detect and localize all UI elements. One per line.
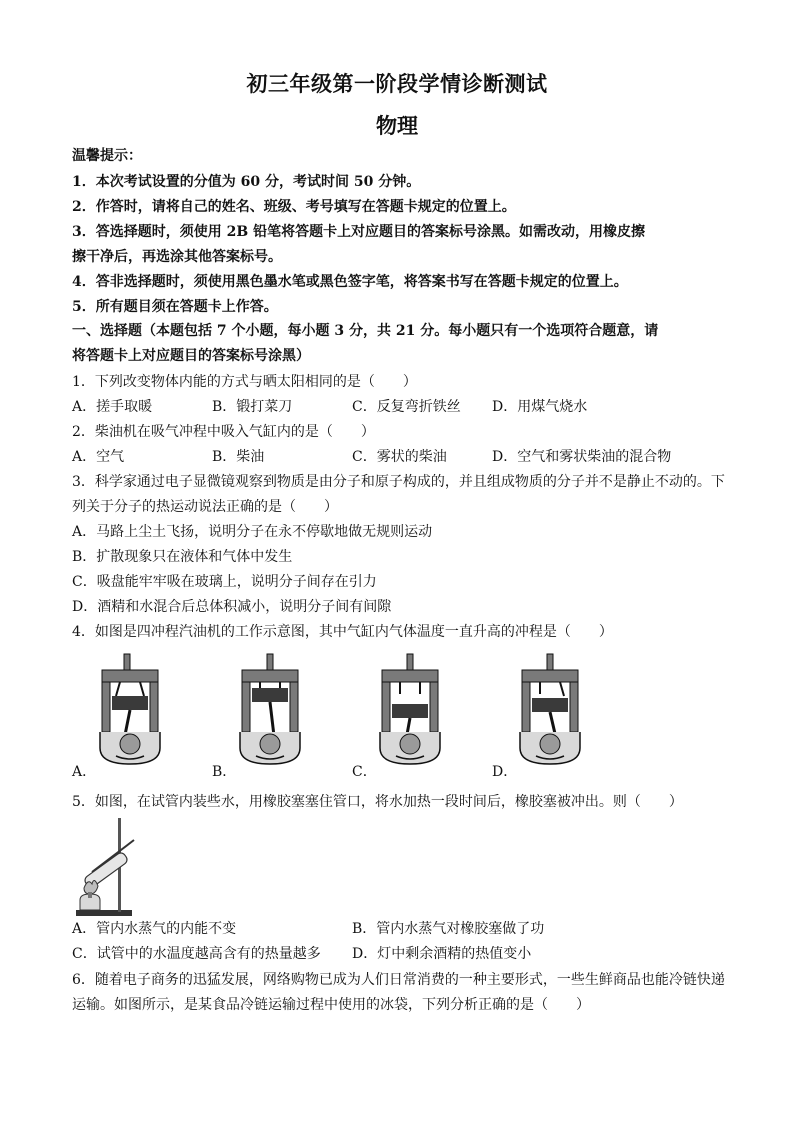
test-tube-apparatus-figure	[72, 814, 142, 918]
q3-option-a: A．马路上尘土飞扬，说明分子在永不停歇地做无规则运动	[72, 524, 433, 540]
q2-stem: 2．柴油机在吸气冲程中吸入气缸内的是（ ）	[72, 424, 375, 440]
q5-option-a: A．管内水蒸气的内能不变	[72, 921, 237, 937]
tip-3: 3．答选择题时，须使用 2B 铅笔将答题卡上对应题目的答案标号涂黑。如需改动，用橡皮擦	[72, 224, 646, 240]
q5-option-d: D．灯中剩余酒精的热值变小	[352, 946, 532, 962]
q4-option-c: C．	[352, 764, 377, 780]
q2-option-b: B．柴油	[212, 449, 265, 465]
q5-option-c: C．试管中的水温度越高含有的热量越多	[72, 946, 321, 962]
q1-option-a: A．搓手取暖	[72, 399, 153, 415]
q1-option-b: B．锻打菜刀	[212, 399, 293, 415]
page-title: 初三年级第一阶段学情诊断测试	[246, 71, 548, 96]
subject-title: 物理	[376, 113, 418, 138]
engine-figure-c	[370, 652, 450, 772]
tip-2: 2．作答时，请将自己的姓名、班级、考号填写在答题卡规定的位置上。	[72, 199, 516, 215]
tip-4: 4．答非选择题时，须使用黑色墨水笔或黑色签字笔，将答案书写在答题卡规定的位置上。	[72, 274, 628, 290]
q4-stem: 4．如图是四冲程汽油机的工作示意图，其中气缸内气体温度一直升高的冲程是（ ）	[72, 624, 613, 640]
q1-option-d: D．用煤气烧水	[492, 399, 588, 415]
q4-option-a: A．	[72, 764, 97, 780]
q6-stem-cont: 运输。如图所示，是某食品冷链运输过程中使用的冰袋，下列分析正确的是（ ）	[72, 997, 590, 1013]
q2-option-c: C．雾状的柴油	[352, 449, 447, 465]
tip-5: 5．所有题目须在答题卡上作答。	[72, 299, 278, 315]
q1-stem: 1．下列改变物体内能的方式与晒太阳相同的是（ ）	[72, 374, 417, 390]
section-heading: 一、选择题（本题包括 7 个小题，每小题 3 分，共 21 分。每小题只有一个选项符合题意，请	[72, 323, 659, 339]
q6-stem: 6．随着电子商务的迅猛发展，网络购物已成为人们日常消费的一种主要形式，一些生鲜商品也能冷链快递	[72, 972, 725, 988]
engine-figure-d	[510, 652, 590, 772]
q3-stem: 3．科学家通过电子显微镜观察到物质是由分子和原子构成的，并且组成物质的分子并不是静止不动的。下	[72, 474, 725, 490]
q3-option-c: C．吸盘能牢牢吸在玻璃上，说明分子间存在引力	[72, 574, 377, 590]
q3-option-d: D．酒精和水混合后总体积减小，说明分子间有间隙	[72, 599, 392, 615]
tip-1: 1．本次考试设置的分值为 60 分，考试时间 50 分钟。	[72, 174, 421, 190]
q3-stem-cont: 列关于分子的热运动说法正确的是（ ）	[72, 499, 338, 515]
q2-option-a: A．空气	[72, 449, 125, 465]
engine-figure-b	[230, 652, 310, 772]
q5-stem: 5．如图，在试管内装些水，用橡胶塞塞住管口，将水加热一段时间后，橡胶塞被冲出。则（ ）	[72, 794, 683, 810]
q1-option-c: C．反复弯折铁丝	[352, 399, 461, 415]
tip-3-cont: 擦干净后，再选涂其他答案标号。	[72, 249, 282, 265]
q4-option-d: D．	[492, 764, 518, 780]
engine-figure-a	[90, 652, 170, 772]
q2-option-d: D．空气和雾状柴油的混合物	[492, 449, 672, 465]
q3-option-b: B．扩散现象只在液体和气体中发生	[72, 549, 293, 565]
q4-option-b: B．	[212, 764, 237, 780]
section-heading-cont: 将答题卡上对应题目的答案标号涂黑）	[72, 348, 310, 364]
tips-heading: 温馨提示：	[72, 148, 142, 164]
q5-option-b: B．管内水蒸气对橡胶塞做了功	[352, 921, 545, 937]
